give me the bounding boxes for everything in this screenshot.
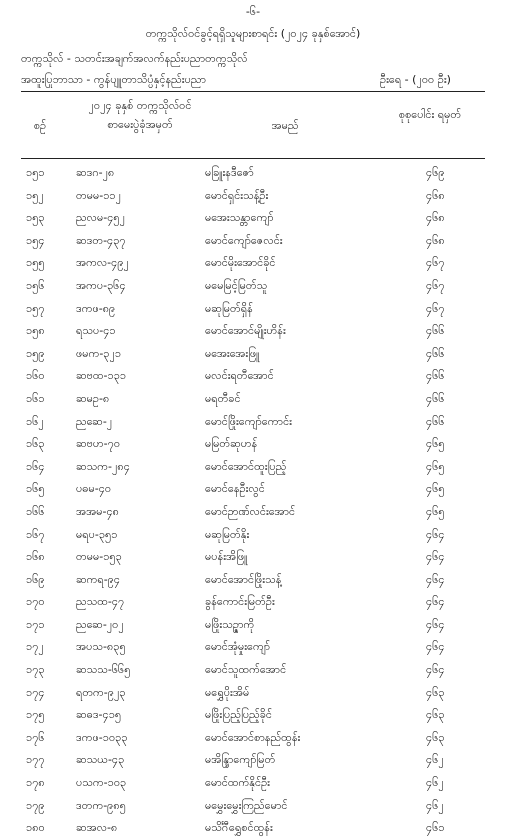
table-row <box>0 162 506 185</box>
row-reg-number: ဆဓဒ-၄၁၅ <box>76 708 122 722</box>
row-name: မလင်းရတီအောင် <box>205 369 274 383</box>
table-row <box>0 388 506 411</box>
row-marks: ၄၆၉ <box>426 166 445 179</box>
row-reg-number: ဆသသ-၆၆၅ <box>76 663 131 677</box>
table-row <box>0 817 506 840</box>
row-marks: ၄၆၂ <box>426 776 444 790</box>
table-row <box>0 546 506 569</box>
column-header-reg: ၂၀၂၄ ခုနှစ် တက္ကသိုလ်ဝင် စာမေးပွဲခုံအမှတ် <box>88 99 192 131</box>
row-marks: ၄၆၈ <box>426 211 445 225</box>
row-name: မသိင်္ဂီရွှေစင်ထွန်း <box>205 821 273 835</box>
university-line: တက္ကသိုလ် - သတင်းအချက်အလက်နည်းပညာတက္ကသိုလ် <box>21 52 248 65</box>
table-row <box>0 365 506 388</box>
row-seq: ၁၈၀ <box>26 821 45 835</box>
row-seq: ၁၅၇ <box>26 301 45 315</box>
row-reg-number: ဆဗထ-၁၃၁ <box>76 369 127 383</box>
row-name: မဖြိုးသဉ္ဇာကို <box>205 617 255 631</box>
table-row <box>0 659 506 682</box>
table-row <box>0 501 506 524</box>
table-row <box>0 569 506 592</box>
row-name: မအေးအေးဖြူ <box>205 346 260 360</box>
row-reg-number: ဒကဖ-၁၀၃၃ <box>76 730 128 744</box>
row-name: မောင်အောင်မျိုးဟိန်း <box>205 324 286 338</box>
document-title: တက္ကသိုလ်ဝင်ခွင့်ရရှိသူများစာရင်း (၂၀၂၄ ခုနှစ်အောင်) <box>145 27 361 40</box>
row-marks: ၄၆၄ <box>426 640 445 654</box>
row-seq: ၁၅၂ <box>26 188 44 202</box>
row-seq: ၁၆၃ <box>26 437 45 451</box>
total-count: ဦးရေ - (၂၀၀ ဦး) <box>380 73 451 86</box>
row-reg-number: ဖမက-၃၂၁ <box>76 346 122 360</box>
row-reg-number: ရသပ-၄၁ <box>76 324 116 338</box>
row-reg-number: အကပ-၃၆၄ <box>76 278 126 292</box>
row-marks: ၄၆၂ <box>426 753 444 767</box>
row-marks: ၄၆၄ <box>426 617 445 631</box>
row-seq: ၁၆၁ <box>26 391 45 405</box>
table-row <box>0 614 506 637</box>
row-reg-number: ညလမ-၄၅၂ <box>76 211 125 225</box>
row-reg-number: ဆမဥ-၈ <box>76 391 110 405</box>
row-name: မအိန္ဒြာကျော်မြတ် <box>205 753 276 767</box>
row-name: မဆုမြတ်နိုး <box>205 527 250 541</box>
row-reg-number: ဒတက-၉၈၅ <box>76 798 126 812</box>
table-row <box>0 749 506 772</box>
row-seq: ၁၇၂ <box>26 640 44 654</box>
row-name: မောင်အောင်ဖြိုးသန့် <box>205 572 282 586</box>
row-reg-number: ဒကဖ-၈၉ <box>76 301 116 315</box>
table-row <box>0 275 506 298</box>
row-reg-number: ဆဒဂ-၂၈ <box>76 166 115 179</box>
row-reg-number: ညသထ-၄၇ <box>76 595 125 609</box>
row-name: ခွန်ကောင်းမြတ်ဦး <box>205 595 275 609</box>
row-marks: ၄၆၆ <box>426 346 445 360</box>
table-row <box>0 682 506 705</box>
row-seq: ၁၆၄ <box>26 459 45 473</box>
row-marks: ၄၆၅ <box>426 504 445 518</box>
table-row <box>0 185 506 208</box>
row-name: မောင်ဖြိုးကျော်ကောင်း <box>205 414 292 428</box>
row-reg-number: ဆကရ-၉၄ <box>76 572 121 586</box>
major-line: အထူးပြုဘာသာ - ကွန်ပျူတာသိပ္ပံနှင့်နည်းပညာ <box>21 73 206 86</box>
row-marks: ၄၆၅ <box>426 437 445 451</box>
row-seq: ၁၇၃ <box>26 663 45 677</box>
row-name: မောင်နေဦးလွင် <box>205 482 265 496</box>
row-marks: ၄၆၅ <box>426 482 445 496</box>
row-name: မောင်ဉာဏ်လင်းအောင် <box>205 504 296 518</box>
row-marks: ၄၆၈ <box>426 188 445 202</box>
column-header-marks: စုစုပေါင်း ရမှတ် <box>398 108 462 121</box>
row-seq: ၁၅၆ <box>26 278 45 292</box>
row-seq: ၁၆၇ <box>26 527 45 541</box>
row-seq: ၁၅၄ <box>26 233 45 247</box>
row-seq: ၁၅၁ <box>26 166 45 179</box>
page-number: -၆- <box>245 5 261 18</box>
row-seq: ၁၇၆ <box>26 730 45 744</box>
table-row <box>0 230 506 253</box>
row-seq: ၁၅၃ <box>26 211 45 225</box>
row-seq: ၁၆၀ <box>26 369 45 383</box>
row-name: မောင်အုံမှုးကျော် <box>205 640 271 654</box>
row-marks: ၄၆၂ <box>426 798 444 812</box>
row-seq: ၁၆၂ <box>26 414 44 428</box>
row-reg-number: ပဓမ-၄၀ <box>76 482 112 496</box>
row-reg-number: ဆဒတ-၄၃၇ <box>76 233 126 247</box>
row-seq: ၁၆၅ <box>26 482 45 496</box>
table-row <box>0 478 506 501</box>
row-reg-number: ညဆေ-၂ <box>76 414 113 428</box>
row-reg-number: အအမ-၄၈ <box>76 504 119 518</box>
row-marks: ၄၆၈ <box>426 233 445 247</box>
row-marks: ၄၆၄ <box>426 527 445 541</box>
table-row <box>0 772 506 795</box>
row-reg-number: မရပ-၃၅၁ <box>76 527 118 541</box>
table-row <box>0 704 506 727</box>
row-marks: ၄၆၇ <box>426 278 445 292</box>
row-name: မောင်ထက်နိုင်ဦး <box>205 776 270 790</box>
row-name: မောင်မိုးအောင်ခိုင် <box>205 256 276 270</box>
row-name: မောင်ကျော်ဇေလင်း <box>205 233 283 247</box>
column-header-seq: စဉ် <box>33 119 47 132</box>
table-row <box>0 433 506 456</box>
table-row <box>0 727 506 750</box>
table-row <box>0 252 506 275</box>
row-marks: ၄၆၁ <box>426 821 445 835</box>
row-name: မမွှေးမွှေးကြည်မောင် <box>205 798 288 812</box>
row-seq: ၁၇၉ <box>26 798 45 812</box>
table-row <box>0 456 506 479</box>
row-marks: ၄၆၄ <box>426 595 445 609</box>
table-row <box>0 524 506 547</box>
row-reg-number: ဆဗဟ-၇၀ <box>76 437 121 451</box>
row-name: မပန်းအိဖြူ <box>205 550 248 564</box>
row-seq: ၁၅၈ <box>26 324 45 338</box>
row-name: မခြူးနဒီဇော် <box>205 166 254 179</box>
row-marks: ၄၆၆ <box>426 414 445 428</box>
row-seq: ၁၇၅ <box>26 708 45 722</box>
row-reg-number: ဆအလ-၈ <box>76 821 118 835</box>
row-reg-number: ဆသက-၂၈၄ <box>76 459 130 473</box>
row-reg-number: ရတက-၉၂၃ <box>76 685 126 699</box>
row-marks: ၄၆၆ <box>426 391 445 405</box>
row-reg-number: ပသက-၁၀၃ <box>76 776 127 790</box>
row-seq: ၁၇၈ <box>26 776 45 790</box>
column-header-name: အမည် <box>271 119 299 132</box>
row-marks: ၄၆၆ <box>426 369 445 383</box>
row-seq: ၁၆၉ <box>26 572 45 586</box>
row-marks: ၄၆၄ <box>426 663 445 677</box>
row-reg-number: ဆသယ-၄၃ <box>76 753 125 767</box>
row-seq: ၁၆၆ <box>26 504 45 518</box>
row-name: မောင်အောင်စာနည်ထွန်း <box>205 730 301 744</box>
row-marks: ၄၆၇ <box>426 301 445 315</box>
row-marks: ၄၆၆ <box>426 324 445 338</box>
table-row <box>0 207 506 230</box>
row-marks: ၄၆၃ <box>426 730 445 744</box>
row-seq: ၁၆၈ <box>26 550 45 564</box>
table-header-rule <box>21 158 485 159</box>
row-name: မဖြိုးပြည့်ပြည့်ခိုင် <box>205 708 273 722</box>
row-marks: ၄၆၅ <box>426 459 445 473</box>
row-seq: ၁၇၄ <box>26 685 45 699</box>
table-row <box>0 343 506 366</box>
row-reg-number: အပသ-၈၃၅ <box>76 640 126 654</box>
row-marks: ၄၆၄ <box>426 550 445 564</box>
row-seq: ၁၇၇ <box>26 753 45 767</box>
table-row <box>0 320 506 343</box>
results-table-body <box>0 162 506 840</box>
table-row <box>0 795 506 818</box>
row-reg-number: အကလ-၄၉၂ <box>76 256 129 270</box>
row-marks: ၄၆၃ <box>426 685 445 699</box>
row-name: မရတီခင် <box>205 391 241 405</box>
row-seq: ၁၇၀ <box>26 595 45 609</box>
row-seq: ၁၅၉ <box>26 346 45 360</box>
row-reg-number: တမမ-၁၁၂ <box>76 188 122 202</box>
row-name: မမေမြင့်မြတ်သူ <box>205 278 268 292</box>
table-row <box>0 636 506 659</box>
row-reg-number: တမမ-၁၅၃ <box>76 550 122 564</box>
table-top-rule <box>21 91 485 92</box>
row-name: မောင်ရှင်းသန့်ဦး <box>205 188 269 202</box>
table-row <box>0 591 506 614</box>
row-reg-number: ညဆေ-၂၀၂ <box>76 617 124 631</box>
row-marks: ၄၆၃ <box>426 708 445 722</box>
row-name: မအေးသန္တာကျော် <box>205 211 274 225</box>
row-seq: ၁၇၁ <box>26 617 45 631</box>
row-name: မမြတ်ဆုဟန် <box>205 437 258 451</box>
row-name: မဆုမြတ်ရှိန် <box>205 301 253 315</box>
row-seq: ၁၅၅ <box>26 256 45 270</box>
row-name: မောင်သူထက်အောင် <box>205 663 287 677</box>
row-marks: ၄၆၄ <box>426 572 445 586</box>
row-name: မရွှေပိုးအိမ် <box>205 685 250 699</box>
row-marks: ၄၆၇ <box>426 256 445 270</box>
table-row <box>0 298 506 321</box>
table-row <box>0 411 506 434</box>
row-name: မောင်အောင်ထူးပြည့် <box>205 459 287 473</box>
